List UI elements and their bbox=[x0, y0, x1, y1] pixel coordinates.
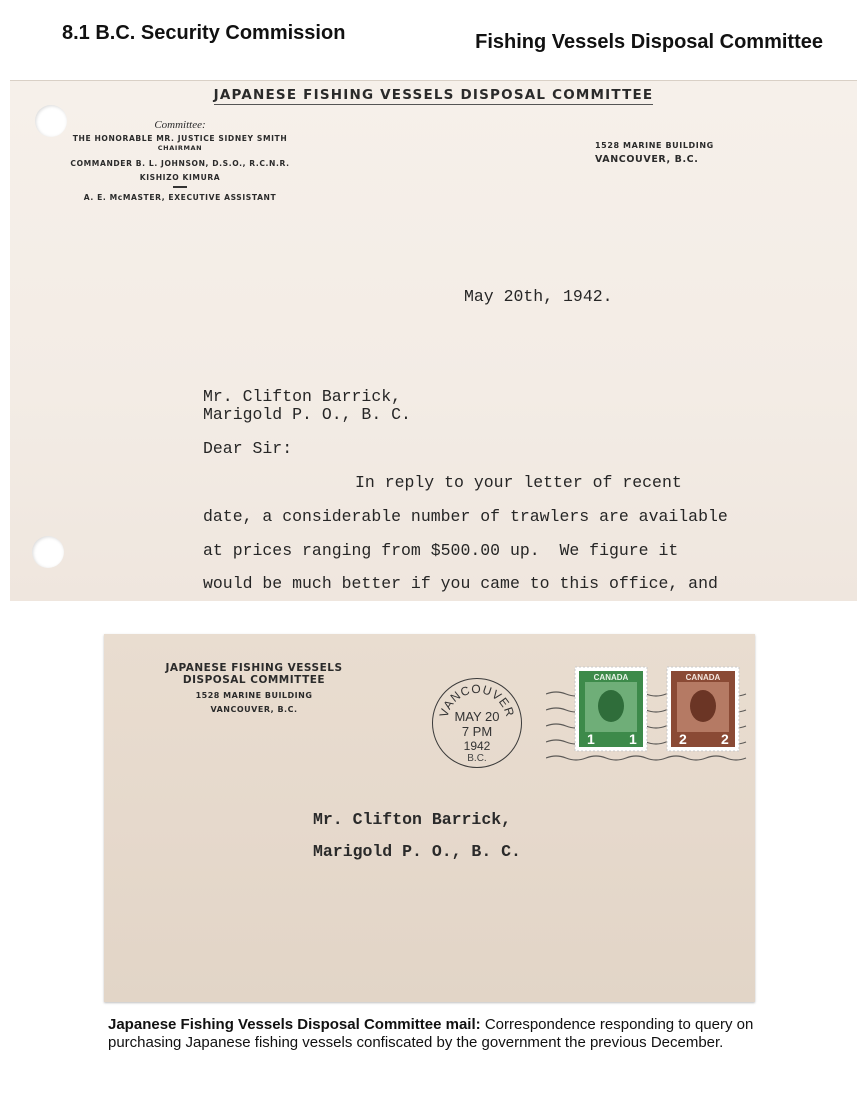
letterhead-title: JAPANESE FISHING VESSELS DISPOSAL COMMITTEE bbox=[213, 87, 654, 103]
return-address bbox=[134, 662, 374, 716]
address-line: VANCOUVER, B.C. bbox=[595, 154, 699, 165]
letterhead-address bbox=[595, 139, 714, 167]
caption-text: Correspondence responding to query on purchasing Japanese fishing vessels confiscated by the government the previous December. bbox=[108, 1016, 754, 1051]
committee-label: Committee: bbox=[154, 119, 206, 131]
divider bbox=[173, 186, 187, 188]
address-line: 1528 MARINE BUILDING bbox=[595, 141, 714, 150]
caption-heading: Japanese Fishing Vessels Disposal Committee mail: bbox=[108, 1016, 481, 1033]
svg-text:VANCOUVER: VANCOUVER bbox=[436, 681, 518, 719]
return-address-line: DISPOSAL COMMITTEE bbox=[182, 674, 326, 686]
body-line: at prices ranging from $500.00 up. We figure it bbox=[203, 541, 679, 560]
recipient-address: Marigold P. O., B. C. bbox=[203, 405, 411, 424]
caption bbox=[108, 1016, 788, 1052]
svg-text:2: 2 bbox=[721, 731, 729, 747]
body-line: In reply to your letter of recent bbox=[355, 473, 682, 492]
committee-member: THE HONORABLE MR. JUSTICE SIDNEY SMITH bbox=[72, 134, 288, 143]
topic-title: Fishing Vessels Disposal Committee bbox=[475, 31, 823, 53]
committee-role: CHAIRMAN bbox=[157, 144, 203, 152]
svg-text:1: 1 bbox=[587, 731, 595, 747]
envelope-addressee bbox=[313, 804, 521, 868]
body-line: date, a considerable number of trawlers are available bbox=[203, 507, 728, 526]
page-header bbox=[0, 0, 857, 62]
letter-date: May 20th, 1942. bbox=[464, 287, 613, 306]
return-address-line: JAPANESE FISHING VESSELS bbox=[165, 662, 343, 674]
addressee-line: Marigold P. O., B. C. bbox=[313, 842, 521, 861]
green-one-cent-stamp bbox=[574, 666, 648, 752]
svg-text:CANADA: CANADA bbox=[685, 673, 721, 682]
svg-text:CANADA: CANADA bbox=[593, 673, 629, 682]
svg-text:1: 1 bbox=[629, 731, 637, 747]
postmark-province: B.C. bbox=[467, 753, 487, 764]
executive-assistant: A. E. McMASTER, EXECUTIVE ASSISTANT bbox=[83, 193, 277, 202]
letter-document bbox=[10, 80, 857, 601]
addressee-line: Mr. Clifton Barrick, bbox=[313, 810, 512, 829]
postmark-year: 1942 bbox=[463, 739, 491, 753]
postmark-date: MAY 20 bbox=[454, 709, 500, 724]
return-address-line: VANCOUVER, B.C. bbox=[210, 705, 298, 714]
punch-hole bbox=[32, 536, 64, 568]
committee-member: KISHIZO KIMURA bbox=[139, 173, 221, 182]
committee-member: COMMANDER B. L. JOHNSON, D.S.O., R.C.N.R. bbox=[70, 159, 290, 168]
recipient-name: Mr. Clifton Barrick, bbox=[203, 387, 402, 406]
committee-list bbox=[55, 119, 305, 203]
section-title: 8.1 B.C. Security Commission bbox=[62, 22, 346, 44]
salutation: Dear Sir: bbox=[203, 439, 293, 458]
postmark-time: 7 PM bbox=[461, 724, 493, 739]
body-line: would be much better if you came to this office, and bbox=[203, 574, 718, 593]
svg-text:2: 2 bbox=[679, 731, 687, 747]
return-address-line: 1528 MARINE BUILDING bbox=[195, 691, 313, 700]
brown-two-cent-stamp bbox=[666, 666, 740, 752]
postmark bbox=[432, 678, 522, 768]
envelope bbox=[104, 634, 755, 1002]
